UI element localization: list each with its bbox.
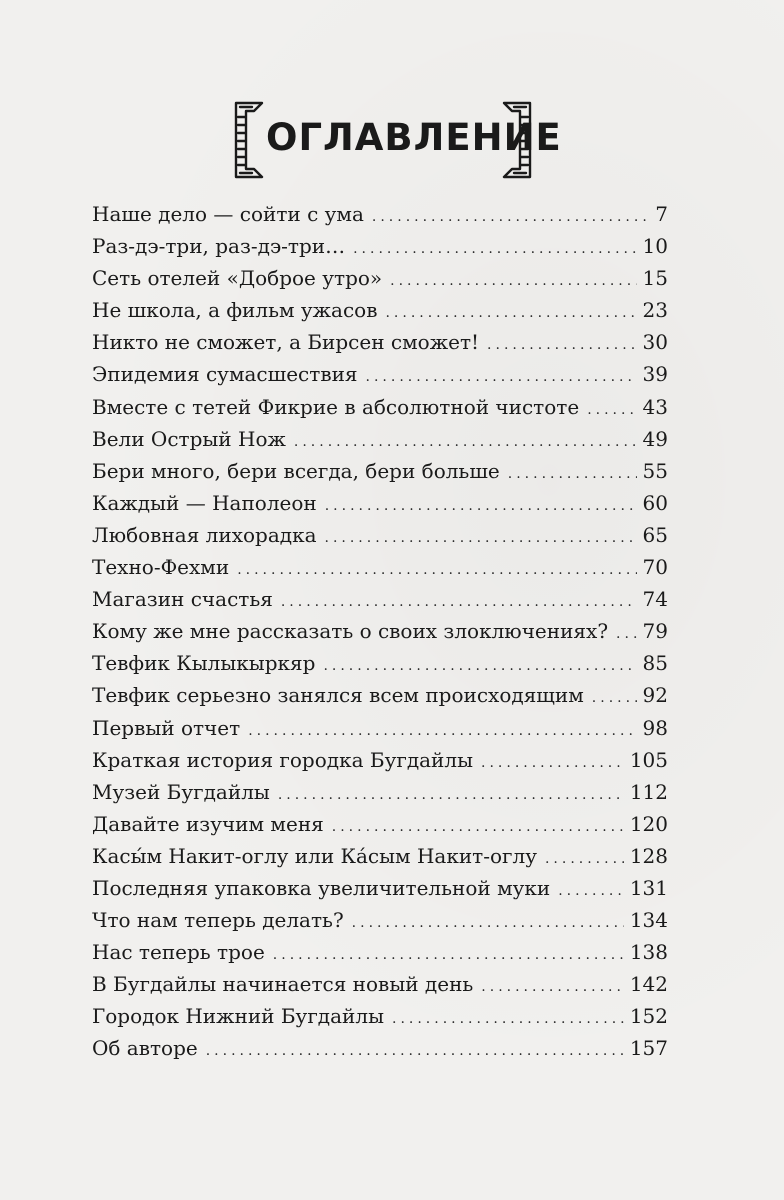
toc-entry-title: Каждый — Наполеон [92,490,317,515]
toc-entry-page: 23 [642,298,668,323]
toc-entry[interactable] [92,262,668,294]
toc-entry[interactable] [92,1032,668,1064]
toc-entry-title: Раз-дэ-три, раз-дэ-три… [92,234,346,259]
toc-entry-page: 60 [642,490,668,515]
dot-leader [508,458,637,490]
toc-entry[interactable] [92,615,668,647]
toc-entry-title: Любовная лихорадка [92,522,317,547]
toc-entry-page: 85 [642,651,668,676]
toc-entry-page: 10 [642,234,668,259]
toc-entry-page: 98 [642,715,668,740]
toc-entry[interactable] [92,230,668,262]
toc-entry-page: 131 [629,875,668,900]
toc-entry[interactable] [92,776,668,808]
toc-entry-title: Об авторе [92,1036,198,1061]
toc-entry-title: Нас теперь трое [92,940,265,965]
toc-entry-page: 79 [642,619,668,644]
toc-entry-page: 157 [629,1036,668,1061]
toc-entry[interactable] [92,968,668,1000]
toc-entry[interactable] [92,936,668,968]
toc-entry-title: Что нам теперь делать? [92,908,344,933]
toc-entry-title: Музей Бугдайлы [92,779,270,804]
dot-leader [558,875,624,907]
right-bracket-ornament [500,99,534,181]
toc-entry-title: Наше дело — сойти с ума [92,202,364,226]
toc-entry-title: Городок Нижний Бугдайлы [92,1004,384,1029]
toc-entry-title: Давайте изучим меня [92,811,324,836]
toc-entry[interactable] [92,455,668,487]
toc-entry-page: 7 [655,202,668,226]
toc-entry-page: 152 [629,1004,668,1029]
dot-leader [390,265,636,297]
toc-entry-title: Бери много, бери всегда, бери больше [92,458,500,483]
toc-entry-title: Не школа, а фильм ужасов [92,298,378,323]
toc-entry[interactable] [92,647,668,679]
dot-leader [481,747,624,779]
dot-leader [592,682,637,714]
toc-entry-page: 70 [642,555,668,580]
dot-leader [372,201,649,233]
toc-entry-page: 15 [642,266,668,291]
toc-entry[interactable] [92,551,668,583]
dot-leader [353,233,636,265]
toc-entry-title: Вместе с тетей Фикрие в абсолютной чистоте [92,394,580,419]
toc-entry-page: 30 [642,330,668,355]
dot-leader [352,907,624,939]
dot-leader [323,650,636,682]
toc-entry[interactable] [92,519,668,551]
dot-leader [237,554,636,586]
dot-leader [616,618,637,650]
dot-leader [248,715,636,747]
toc-entry-page: 92 [642,683,668,708]
toc-entry[interactable] [92,679,668,711]
toc-entry-title: Краткая история городка Бугдайлы [92,747,474,772]
toc-title: ОГЛАВЛЕНИЕ [266,116,562,159]
toc-entry-page: 39 [642,362,668,387]
toc-entry[interactable] [92,808,668,840]
dot-leader [481,971,624,1003]
toc-entry-page: 74 [642,587,668,612]
dot-leader [294,426,637,458]
dot-leader [545,843,624,875]
toc-entry-page: 43 [642,394,668,419]
toc-entry[interactable] [92,712,668,744]
dot-leader [385,297,636,329]
toc-heading [232,99,562,181]
toc-entry[interactable] [92,391,668,423]
table-of-contents [92,198,668,1065]
toc-entry-title: В Бугдайлы начинается новый день [92,972,474,997]
dot-leader [206,1035,624,1067]
toc-entry[interactable] [92,1000,668,1032]
toc-entry[interactable] [92,294,668,326]
toc-entry-title: Кому же мне рассказать о своих злоключениях? [92,619,609,644]
toc-entry-page: 112 [629,779,668,804]
dot-leader [587,394,636,426]
toc-entry[interactable] [92,872,668,904]
toc-entry-title: Техно-Фехми [92,555,230,580]
dot-leader [332,811,624,843]
left-bracket-ornament [232,99,266,181]
toc-entry-title: Сеть отелей «Доброе утро» [92,266,383,291]
toc-entry-title: Эпидемия сумасшествия [92,362,358,387]
toc-entry-page: 105 [629,747,668,772]
toc-entry[interactable] [92,840,668,872]
toc-entry[interactable] [92,358,668,390]
toc-entry-title: Магазин счастья [92,587,273,612]
dot-leader [325,490,637,522]
toc-entry[interactable] [92,744,668,776]
dot-leader [278,779,624,811]
toc-entry-page: 138 [629,940,668,965]
toc-entry[interactable] [92,326,668,358]
toc-entry[interactable] [92,423,668,455]
toc-entry-page: 142 [629,972,668,997]
toc-entry[interactable] [92,904,668,936]
toc-entry-title: Вели Острый Нож [92,426,286,451]
toc-entry-title: Тевфик Кылыкыркяр [92,651,316,676]
toc-entry-page: 120 [629,811,668,836]
toc-entry-page: 128 [629,843,668,868]
dot-leader [325,522,637,554]
toc-entry-page: 55 [642,458,668,483]
toc-entry-page: 49 [642,426,668,451]
toc-entry-title: Первый отчет [92,715,241,740]
toc-entry-page: 134 [629,908,668,933]
toc-entry-title: Последняя упаковка увеличительной муки [92,875,551,900]
toc-entry-page: 65 [642,522,668,547]
toc-entry[interactable] [92,487,668,519]
toc-entry[interactable] [92,583,668,615]
dot-leader [273,939,624,971]
toc-entry-title: Никто не сможет, а Бирсен сможет! [92,330,480,355]
dot-leader [392,1003,624,1035]
toc-entry[interactable] [92,198,668,230]
dot-leader [366,361,637,393]
toc-entry-title: Тевфик серьезно занялся всем происходящим [92,683,584,708]
toc-entry-title: Касы́м Накит-оглу или Ка́сым Накит-оглу [92,843,537,868]
dot-leader [281,586,637,618]
dot-leader [487,329,637,361]
